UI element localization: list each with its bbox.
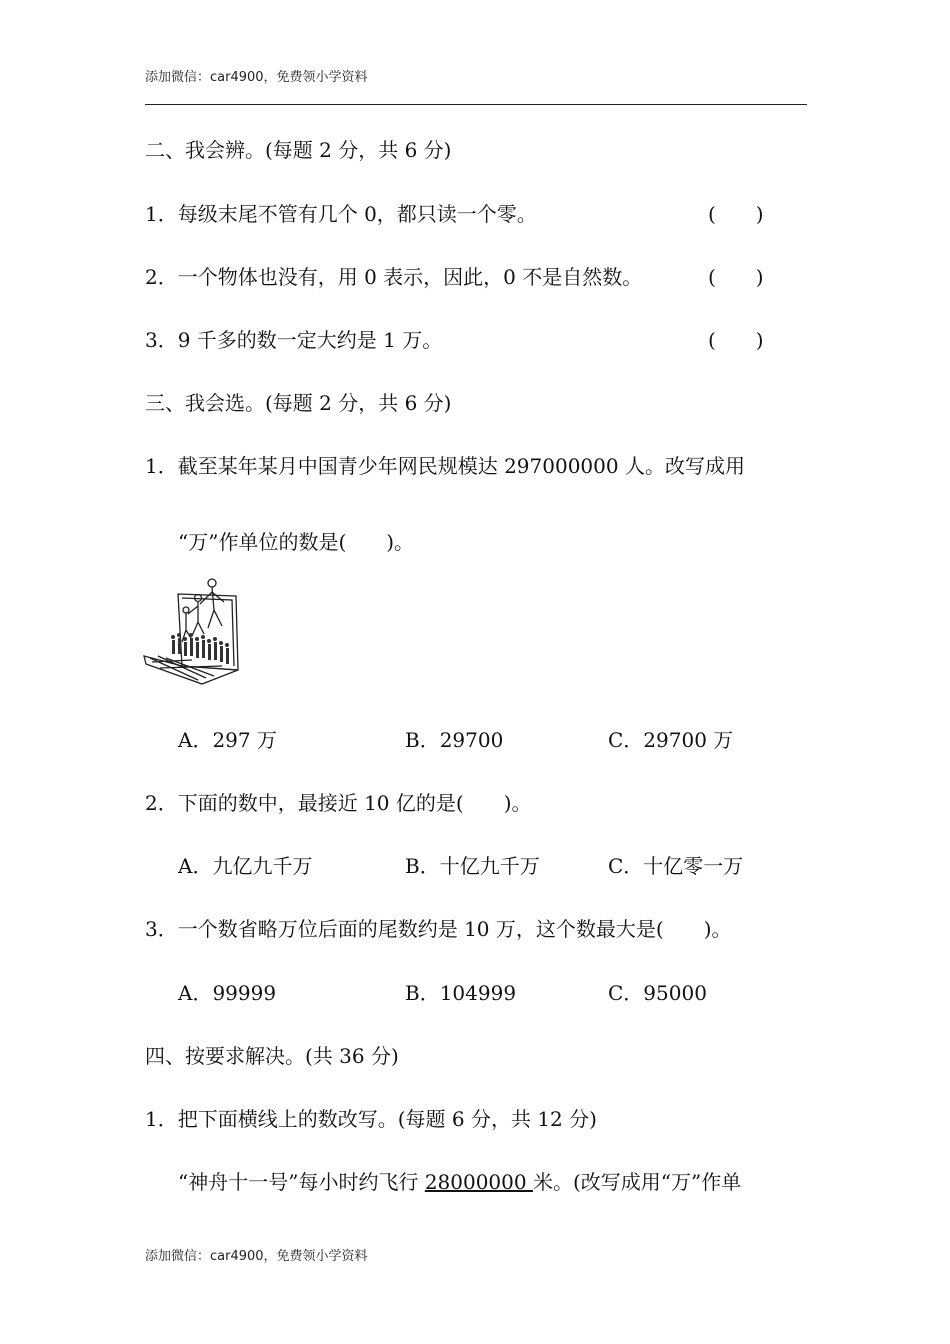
s3-q3-option-b[interactable]: B．104999 [405,981,517,1005]
s3-q1-line1: 1．截至某年某月中国青少年网民规模达 297000000 人。改写成用 [145,454,745,478]
s3-q1-option-b[interactable]: B．29700 [405,728,504,752]
s3-q1-line2: “万”作单位的数是( )。 [178,530,415,554]
s3-q3-option-c[interactable]: C．95000 [608,981,707,1005]
s3-q3: 3．一个数省略万位后面的尾数约是 10 万，这个数最大是( )。 [145,917,732,941]
s3-q3-option-a[interactable]: A．99999 [178,981,277,1005]
s3-q2-option-a[interactable]: A．九亿九千万 [178,854,313,878]
s3-q2-option-c[interactable]: C．十亿零一万 [608,854,744,878]
crowd-illustration [142,574,242,686]
s4-q1-sub-suffix: 米。(改写成用“万”作单 [532,1170,742,1194]
s2-item-3: 3．9 千多的数一定大约是 1 万。 [145,328,443,352]
s4-q1: 1．把下面横线上的数改写。(每题 6 分，共 12 分) [145,1107,597,1131]
s3-q1-option-c[interactable]: C．29700 万 [608,728,734,752]
s2-item-2-answer-blank[interactable]: ( ) [708,265,764,289]
header-watermark: 添加微信：car4900，免费领小学资料 [145,70,368,85]
section4-title: 四、按要求解决。(共 36 分) [145,1044,399,1068]
s2-item-1: 1．每级末尾不管有几个 0，都只读一个零。 [145,202,537,226]
s2-item-3-answer-blank[interactable]: ( ) [708,328,764,352]
s2-item-2: 2．一个物体也没有，用 0 表示，因此，0 不是自然数。 [145,265,643,289]
s3-q1-option-a[interactable]: A．297 万 [178,728,277,752]
s4-q1-underlined-number: 28000000 [424,1170,533,1194]
section2-title: 二、我会辨。(每题 2 分，共 6 分) [145,138,452,162]
s2-item-1-answer-blank[interactable]: ( ) [708,202,764,226]
footer-watermark: 添加微信：car4900，免费领小学资料 [145,1249,368,1264]
section3-title: 三、我会选。(每题 2 分，共 6 分) [145,391,452,415]
s3-q2-option-b[interactable]: B．十亿九千万 [405,854,540,878]
header-rule [145,104,807,105]
s3-q2: 2．下面的数中，最接近 10 亿的是( )。 [145,791,532,815]
s4-q1-sub-prefix: “神舟十一号”每小时约飞行 [178,1170,425,1194]
s4-q1-sub [178,1168,741,1196]
